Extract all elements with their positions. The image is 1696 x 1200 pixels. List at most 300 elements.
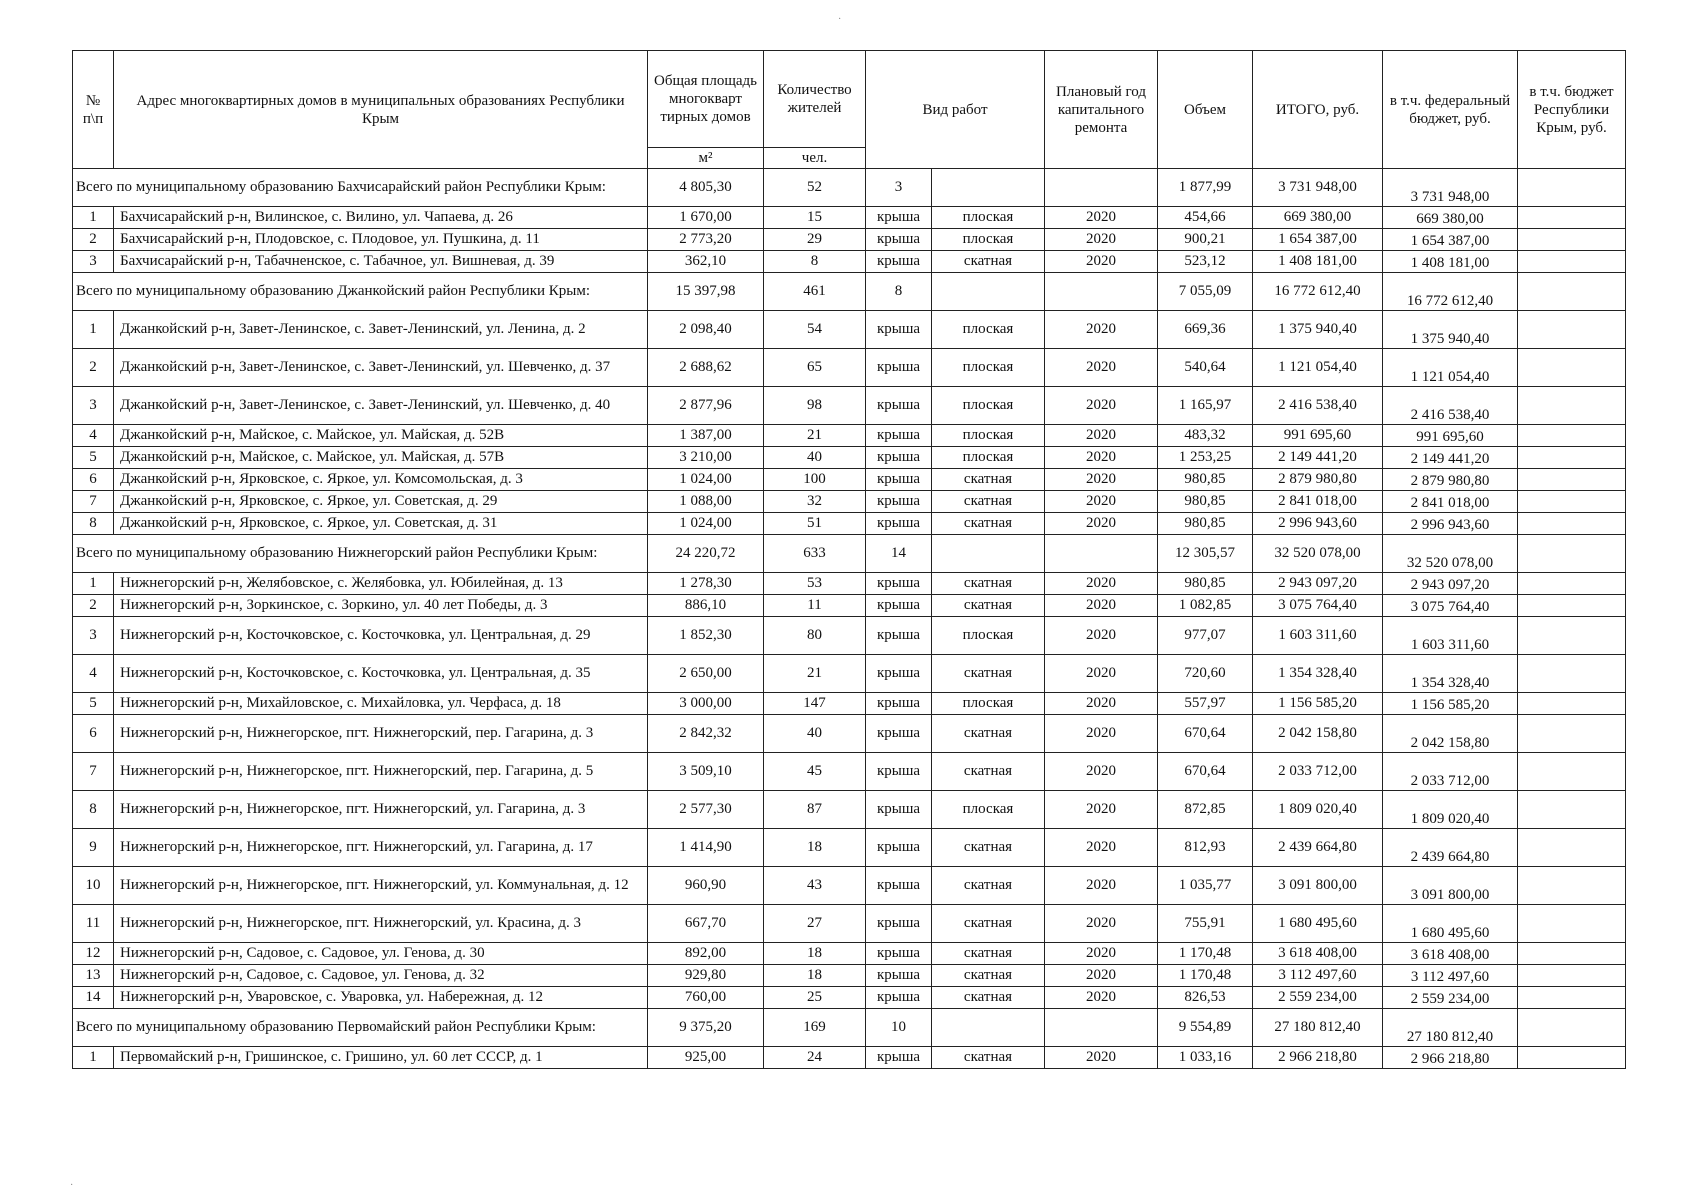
row-year: 2020 xyxy=(1045,573,1158,595)
row-work-type: крыша xyxy=(866,207,932,229)
row-year: 2020 xyxy=(1045,943,1158,965)
municipality-total-row xyxy=(73,169,1626,207)
row-volume: 1 082,85 xyxy=(1158,595,1253,617)
row-number: 2 xyxy=(73,229,114,251)
row-area: 667,70 xyxy=(648,905,764,943)
row-total: 3 091 800,00 xyxy=(1253,867,1383,905)
total-residents: 169 xyxy=(764,1009,866,1047)
row-total: 2 033 712,00 xyxy=(1253,753,1383,791)
row-work-type: крыша xyxy=(866,573,932,595)
repair-table xyxy=(72,50,1626,1069)
row-federal: 1 654 387,00 xyxy=(1383,229,1518,251)
row-volume: 812,93 xyxy=(1158,829,1253,867)
row-address: Джанкойский р-н, Майское, с. Майское, ул. Майская, д. 57В xyxy=(114,447,648,469)
row-roof-type: скатная xyxy=(932,829,1045,867)
row-volume: 872,85 xyxy=(1158,791,1253,829)
empty-cell xyxy=(932,169,1045,207)
row-residents: 43 xyxy=(764,867,866,905)
row-regional xyxy=(1518,715,1626,753)
row-area: 3 000,00 xyxy=(648,693,764,715)
table-row xyxy=(73,965,1626,987)
row-number: 1 xyxy=(73,1047,114,1069)
row-volume: 1 170,48 xyxy=(1158,943,1253,965)
row-regional xyxy=(1518,251,1626,273)
row-total: 2 996 943,60 xyxy=(1253,513,1383,535)
row-volume: 670,64 xyxy=(1158,753,1253,791)
row-total: 1 354 328,40 xyxy=(1253,655,1383,693)
total-label: Всего по муниципальному образованию Бахчисарайский район Республики Крым: xyxy=(73,169,648,207)
row-area: 760,00 xyxy=(648,987,764,1009)
row-address: Бахчисарайский р-н, Плодовское, с. Плодовое, ул. Пушкина, д. 11 xyxy=(114,229,648,251)
row-total: 1 654 387,00 xyxy=(1253,229,1383,251)
total-label: Всего по муниципальному образованию Нижнегорский район Республики Крым: xyxy=(73,535,648,573)
row-regional xyxy=(1518,207,1626,229)
header-area: Общая площадь многокварт тирных домов xyxy=(648,51,764,148)
row-year: 2020 xyxy=(1045,349,1158,387)
row-residents: 27 xyxy=(764,905,866,943)
row-volume: 1 033,16 xyxy=(1158,1047,1253,1069)
row-residents: 40 xyxy=(764,447,866,469)
row-year: 2020 xyxy=(1045,905,1158,943)
row-number: 10 xyxy=(73,867,114,905)
row-work-type: крыша xyxy=(866,753,932,791)
row-address: Нижнегорский р-н, Нижнегорское, пгт. Нижнегорский, ул. Гагарина, д. 3 xyxy=(114,791,648,829)
table-row xyxy=(73,469,1626,491)
row-area: 3 509,10 xyxy=(648,753,764,791)
row-volume: 1 165,97 xyxy=(1158,387,1253,425)
row-residents: 18 xyxy=(764,965,866,987)
total-volume: 7 055,09 xyxy=(1158,273,1253,311)
row-year: 2020 xyxy=(1045,791,1158,829)
row-total: 3 112 497,60 xyxy=(1253,965,1383,987)
row-work-type: крыша xyxy=(866,1047,932,1069)
total-residents: 52 xyxy=(764,169,866,207)
row-work-type: крыша xyxy=(866,349,932,387)
row-roof-type: скатная xyxy=(932,469,1045,491)
row-roof-type: плоская xyxy=(932,447,1045,469)
table-row xyxy=(73,791,1626,829)
row-number: 14 xyxy=(73,987,114,1009)
row-regional xyxy=(1518,753,1626,791)
row-regional xyxy=(1518,387,1626,425)
row-year: 2020 xyxy=(1045,753,1158,791)
row-total: 991 695,60 xyxy=(1253,425,1383,447)
row-work-type: крыша xyxy=(866,311,932,349)
row-residents: 18 xyxy=(764,943,866,965)
row-number: 4 xyxy=(73,655,114,693)
row-area: 1 088,00 xyxy=(648,491,764,513)
row-total: 1 680 495,60 xyxy=(1253,905,1383,943)
table-row xyxy=(73,655,1626,693)
row-regional xyxy=(1518,229,1626,251)
row-regional xyxy=(1518,965,1626,987)
row-work-type: крыша xyxy=(866,617,932,655)
row-residents: 29 xyxy=(764,229,866,251)
row-federal: 2 033 712,00 xyxy=(1383,753,1518,791)
row-work-type: крыша xyxy=(866,715,932,753)
row-total: 1 121 054,40 xyxy=(1253,349,1383,387)
row-roof-type: скатная xyxy=(932,595,1045,617)
row-address: Джанкойский р-н, Завет-Ленинское, с. Завет-Ленинский, ул. Ленина, д. 2 xyxy=(114,311,648,349)
row-volume: 980,85 xyxy=(1158,573,1253,595)
empty-cell xyxy=(932,535,1045,573)
row-federal: 3 091 800,00 xyxy=(1383,867,1518,905)
row-regional xyxy=(1518,469,1626,491)
row-total: 1 809 020,40 xyxy=(1253,791,1383,829)
row-year: 2020 xyxy=(1045,829,1158,867)
header-total: ИТОГО, руб. xyxy=(1253,51,1383,169)
row-federal: 1 809 020,40 xyxy=(1383,791,1518,829)
row-address: Джанкойский р-н, Ярковское, с. Яркое, ул. Комсомольская, д. 3 xyxy=(114,469,648,491)
row-work-type: крыша xyxy=(866,655,932,693)
row-address: Нижнегорский р-н, Нижнегорское, пгт. Нижнегорский, ул. Коммунальная, д. 12 xyxy=(114,867,648,905)
row-work-type: крыша xyxy=(866,791,932,829)
row-work-type: крыша xyxy=(866,867,932,905)
row-address: Джанкойский р-н, Майское, с. Майское, ул. Майская, д. 52В xyxy=(114,425,648,447)
row-federal: 1 408 181,00 xyxy=(1383,251,1518,273)
total-federal: 27 180 812,40 xyxy=(1383,1009,1518,1047)
row-total: 669 380,00 xyxy=(1253,207,1383,229)
row-total: 2 416 538,40 xyxy=(1253,387,1383,425)
row-work-type: крыша xyxy=(866,425,932,447)
table-row xyxy=(73,715,1626,753)
table-row xyxy=(73,513,1626,535)
row-federal: 2 996 943,60 xyxy=(1383,513,1518,535)
row-roof-type: плоская xyxy=(932,693,1045,715)
table-row xyxy=(73,595,1626,617)
row-work-type: крыша xyxy=(866,829,932,867)
row-residents: 32 xyxy=(764,491,866,513)
total-regional xyxy=(1518,273,1626,311)
row-federal: 2 042 158,80 xyxy=(1383,715,1518,753)
row-volume: 540,64 xyxy=(1158,349,1253,387)
total-regional xyxy=(1518,535,1626,573)
row-area: 362,10 xyxy=(648,251,764,273)
table-row xyxy=(73,943,1626,965)
row-total: 2 966 218,80 xyxy=(1253,1047,1383,1069)
row-work-type: крыша xyxy=(866,229,932,251)
row-federal: 991 695,60 xyxy=(1383,425,1518,447)
row-area: 2 773,20 xyxy=(648,229,764,251)
table-row xyxy=(73,693,1626,715)
row-roof-type: плоская xyxy=(932,387,1045,425)
row-residents: 21 xyxy=(764,655,866,693)
row-area: 2 577,30 xyxy=(648,791,764,829)
total-area: 24 220,72 xyxy=(648,535,764,573)
row-address: Джанкойский р-н, Ярковское, с. Яркое, ул. Советская, д. 29 xyxy=(114,491,648,513)
row-area: 1 024,00 xyxy=(648,513,764,535)
row-federal: 1 354 328,40 xyxy=(1383,655,1518,693)
row-roof-type: скатная xyxy=(932,753,1045,791)
row-roof-type: скатная xyxy=(932,715,1045,753)
row-federal: 1 156 585,20 xyxy=(1383,693,1518,715)
table-row xyxy=(73,753,1626,791)
row-federal: 3 618 408,00 xyxy=(1383,943,1518,965)
repair-program-sheet xyxy=(72,50,1625,1069)
row-address: Нижнегорский р-н, Михайловское, с. Михайловка, ул. Черфаса, д. 18 xyxy=(114,693,648,715)
row-regional xyxy=(1518,595,1626,617)
row-residents: 98 xyxy=(764,387,866,425)
row-roof-type: плоская xyxy=(932,425,1045,447)
row-area: 886,10 xyxy=(648,595,764,617)
row-residents: 24 xyxy=(764,1047,866,1069)
row-number: 3 xyxy=(73,387,114,425)
table-row xyxy=(73,349,1626,387)
row-area: 1 387,00 xyxy=(648,425,764,447)
row-federal: 2 943 097,20 xyxy=(1383,573,1518,595)
row-total: 2 943 097,20 xyxy=(1253,573,1383,595)
row-roof-type: скатная xyxy=(932,251,1045,273)
row-area: 925,00 xyxy=(648,1047,764,1069)
row-roof-type: плоская xyxy=(932,229,1045,251)
row-residents: 25 xyxy=(764,987,866,1009)
header-num: № п\п xyxy=(73,51,114,169)
row-volume: 557,97 xyxy=(1158,693,1253,715)
row-year: 2020 xyxy=(1045,513,1158,535)
row-address: Нижнегорский р-н, Нижнегорское, пгт. Нижнегорский, пер. Гагарина, д. 3 xyxy=(114,715,648,753)
row-residents: 15 xyxy=(764,207,866,229)
row-number: 3 xyxy=(73,617,114,655)
row-volume: 755,91 xyxy=(1158,905,1253,943)
row-work-type: крыша xyxy=(866,693,932,715)
table-row xyxy=(73,987,1626,1009)
table-row xyxy=(73,447,1626,469)
row-number: 2 xyxy=(73,349,114,387)
row-address: Нижнегорский р-н, Нижнегорское, пгт. Нижнегорский, пер. Гагарина, д. 5 xyxy=(114,753,648,791)
row-total: 2 149 441,20 xyxy=(1253,447,1383,469)
row-work-type: крыша xyxy=(866,447,932,469)
row-number: 3 xyxy=(73,251,114,273)
row-residents: 54 xyxy=(764,311,866,349)
row-area: 960,90 xyxy=(648,867,764,905)
row-year: 2020 xyxy=(1045,595,1158,617)
row-roof-type: скатная xyxy=(932,943,1045,965)
total-federal: 32 520 078,00 xyxy=(1383,535,1518,573)
row-regional xyxy=(1518,491,1626,513)
row-federal: 2 966 218,80 xyxy=(1383,1047,1518,1069)
empty-cell xyxy=(932,273,1045,311)
row-federal: 2 879 980,80 xyxy=(1383,469,1518,491)
row-total: 1 603 311,60 xyxy=(1253,617,1383,655)
total-residents: 633 xyxy=(764,535,866,573)
row-federal: 1 603 311,60 xyxy=(1383,617,1518,655)
header-residents-unit: чел. xyxy=(764,148,866,169)
row-year: 2020 xyxy=(1045,311,1158,349)
total-federal: 3 731 948,00 xyxy=(1383,169,1518,207)
row-regional xyxy=(1518,943,1626,965)
row-volume: 483,32 xyxy=(1158,425,1253,447)
row-federal: 669 380,00 xyxy=(1383,207,1518,229)
total-count: 3 xyxy=(866,169,932,207)
row-year: 2020 xyxy=(1045,207,1158,229)
row-number: 12 xyxy=(73,943,114,965)
header-federal: в т.ч. федеральный бюджет, руб. xyxy=(1383,51,1518,169)
row-number: 5 xyxy=(73,447,114,469)
row-year: 2020 xyxy=(1045,469,1158,491)
row-volume: 720,60 xyxy=(1158,655,1253,693)
row-address: Джанкойский р-н, Завет-Ленинское, с. Завет-Ленинский, ул. Шевченко, д. 40 xyxy=(114,387,648,425)
table-row xyxy=(73,1047,1626,1069)
row-address: Нижнегорский р-н, Садовое, с. Садовое, ул. Генова, д. 30 xyxy=(114,943,648,965)
row-volume: 980,85 xyxy=(1158,469,1253,491)
row-work-type: крыша xyxy=(866,513,932,535)
row-federal: 2 149 441,20 xyxy=(1383,447,1518,469)
row-address: Бахчисарайский р-н, Табачненское, с. Табачное, ул. Вишневая, д. 39 xyxy=(114,251,648,273)
row-number: 9 xyxy=(73,829,114,867)
scan-dot-mark: · xyxy=(838,14,842,25)
row-year: 2020 xyxy=(1045,965,1158,987)
total-volume: 12 305,57 xyxy=(1158,535,1253,573)
row-residents: 87 xyxy=(764,791,866,829)
total-label: Всего по муниципальному образованию Джанкойский район Республики Крым: xyxy=(73,273,648,311)
row-residents: 100 xyxy=(764,469,866,491)
empty-cell xyxy=(1045,169,1158,207)
row-total: 2 841 018,00 xyxy=(1253,491,1383,513)
row-roof-type: плоская xyxy=(932,311,1045,349)
row-area: 3 210,00 xyxy=(648,447,764,469)
row-number: 1 xyxy=(73,573,114,595)
row-total: 2 042 158,80 xyxy=(1253,715,1383,753)
row-total: 2 439 664,80 xyxy=(1253,829,1383,867)
row-year: 2020 xyxy=(1045,693,1158,715)
row-area: 1 670,00 xyxy=(648,207,764,229)
header-work-type: Вид работ xyxy=(866,51,1045,169)
row-number: 2 xyxy=(73,595,114,617)
row-year: 2020 xyxy=(1045,447,1158,469)
row-year: 2020 xyxy=(1045,715,1158,753)
row-year: 2020 xyxy=(1045,987,1158,1009)
row-year: 2020 xyxy=(1045,229,1158,251)
row-year: 2020 xyxy=(1045,251,1158,273)
total-sum: 27 180 812,40 xyxy=(1253,1009,1383,1047)
table-row xyxy=(73,905,1626,943)
row-federal: 1 375 940,40 xyxy=(1383,311,1518,349)
row-number: 11 xyxy=(73,905,114,943)
row-address: Нижнегорский р-н, Нижнегорское, пгт. Нижнегорский, ул. Гагарина, д. 17 xyxy=(114,829,648,867)
row-roof-type: скатная xyxy=(932,573,1045,595)
row-volume: 980,85 xyxy=(1158,491,1253,513)
row-work-type: крыша xyxy=(866,965,932,987)
row-total: 1 375 940,40 xyxy=(1253,311,1383,349)
total-count: 10 xyxy=(866,1009,932,1047)
table-body xyxy=(73,169,1626,1069)
row-volume: 1 035,77 xyxy=(1158,867,1253,905)
row-area: 929,80 xyxy=(648,965,764,987)
row-work-type: крыша xyxy=(866,943,932,965)
row-year: 2020 xyxy=(1045,617,1158,655)
total-regional xyxy=(1518,169,1626,207)
row-roof-type: скатная xyxy=(932,905,1045,943)
row-year: 2020 xyxy=(1045,387,1158,425)
row-number: 5 xyxy=(73,693,114,715)
row-area: 1 414,90 xyxy=(648,829,764,867)
row-regional xyxy=(1518,829,1626,867)
total-area: 9 375,20 xyxy=(648,1009,764,1047)
row-residents: 21 xyxy=(764,425,866,447)
row-work-type: крыша xyxy=(866,905,932,943)
total-volume: 1 877,99 xyxy=(1158,169,1253,207)
row-volume: 826,53 xyxy=(1158,987,1253,1009)
row-roof-type: скатная xyxy=(932,513,1045,535)
total-area: 15 397,98 xyxy=(648,273,764,311)
row-total: 2 879 980,80 xyxy=(1253,469,1383,491)
row-total: 1 408 181,00 xyxy=(1253,251,1383,273)
row-regional xyxy=(1518,573,1626,595)
row-volume: 454,66 xyxy=(1158,207,1253,229)
row-regional xyxy=(1518,349,1626,387)
row-address: Нижнегорский р-н, Желябовское, с. Желябовка, ул. Юбилейная, д. 13 xyxy=(114,573,648,595)
header-address: Адрес многоквартирных домов в муниципальных образованиях Республики Крым xyxy=(114,51,648,169)
row-address: Нижнегорский р-н, Косточковское, с. Косточковка, ул. Центральная, д. 29 xyxy=(114,617,648,655)
row-residents: 53 xyxy=(764,573,866,595)
row-total: 3 618 408,00 xyxy=(1253,943,1383,965)
row-residents: 51 xyxy=(764,513,866,535)
row-volume: 977,07 xyxy=(1158,617,1253,655)
total-sum: 3 731 948,00 xyxy=(1253,169,1383,207)
header-residents: Количество жителей xyxy=(764,51,866,148)
row-roof-type: плоская xyxy=(932,207,1045,229)
row-regional xyxy=(1518,905,1626,943)
row-roof-type: скатная xyxy=(932,987,1045,1009)
table-row xyxy=(73,425,1626,447)
row-address: Бахчисарайский р-н, Вилинское, с. Вилино, ул. Чапаева, д. 26 xyxy=(114,207,648,229)
row-federal: 2 559 234,00 xyxy=(1383,987,1518,1009)
row-address: Первомайский р-н, Гришинское, с. Гришино, ул. 60 лет СССР, д. 1 xyxy=(114,1047,648,1069)
row-volume: 669,36 xyxy=(1158,311,1253,349)
row-roof-type: плоская xyxy=(932,791,1045,829)
total-residents: 461 xyxy=(764,273,866,311)
row-federal: 3 075 764,40 xyxy=(1383,595,1518,617)
table-row xyxy=(73,617,1626,655)
row-number: 7 xyxy=(73,491,114,513)
row-federal: 1 121 054,40 xyxy=(1383,349,1518,387)
table-row xyxy=(73,867,1626,905)
row-address: Нижнегорский р-н, Садовое, с. Садовое, ул. Генова, д. 32 xyxy=(114,965,648,987)
row-address: Нижнегорский р-н, Уваровское, с. Уваровка, ул. Набережная, д. 12 xyxy=(114,987,648,1009)
municipality-total-row xyxy=(73,535,1626,573)
row-roof-type: скатная xyxy=(932,491,1045,513)
row-roof-type: скатная xyxy=(932,965,1045,987)
row-year: 2020 xyxy=(1045,491,1158,513)
row-work-type: крыша xyxy=(866,387,932,425)
row-address: Нижнегорский р-н, Косточковское, с. Косточковка, ул. Центральная, д. 35 xyxy=(114,655,648,693)
row-regional xyxy=(1518,513,1626,535)
table-row xyxy=(73,229,1626,251)
row-total: 2 559 234,00 xyxy=(1253,987,1383,1009)
row-number: 1 xyxy=(73,207,114,229)
row-address: Джанкойский р-н, Завет-Ленинское, с. Завет-Ленинский, ул. Шевченко, д. 37 xyxy=(114,349,648,387)
total-label: Всего по муниципальному образованию Первомайский район Республики Крым: xyxy=(73,1009,648,1047)
row-address: Нижнегорский р-н, Зоркинское, с. Зоркино, ул. 40 лет Победы, д. 3 xyxy=(114,595,648,617)
row-area: 1 278,30 xyxy=(648,573,764,595)
total-volume: 9 554,89 xyxy=(1158,1009,1253,1047)
header-area-unit: м² xyxy=(648,148,764,169)
row-number: 6 xyxy=(73,715,114,753)
row-residents: 65 xyxy=(764,349,866,387)
row-year: 2020 xyxy=(1045,425,1158,447)
total-regional xyxy=(1518,1009,1626,1047)
row-area: 2 842,32 xyxy=(648,715,764,753)
row-area: 2 098,40 xyxy=(648,311,764,349)
row-federal: 2 416 538,40 xyxy=(1383,387,1518,425)
row-number: 8 xyxy=(73,513,114,535)
row-roof-type: скатная xyxy=(932,867,1045,905)
row-number: 8 xyxy=(73,791,114,829)
header-year: Плановый год капитального ремонта xyxy=(1045,51,1158,169)
row-volume: 1 253,25 xyxy=(1158,447,1253,469)
empty-cell xyxy=(1045,273,1158,311)
row-residents: 80 xyxy=(764,617,866,655)
